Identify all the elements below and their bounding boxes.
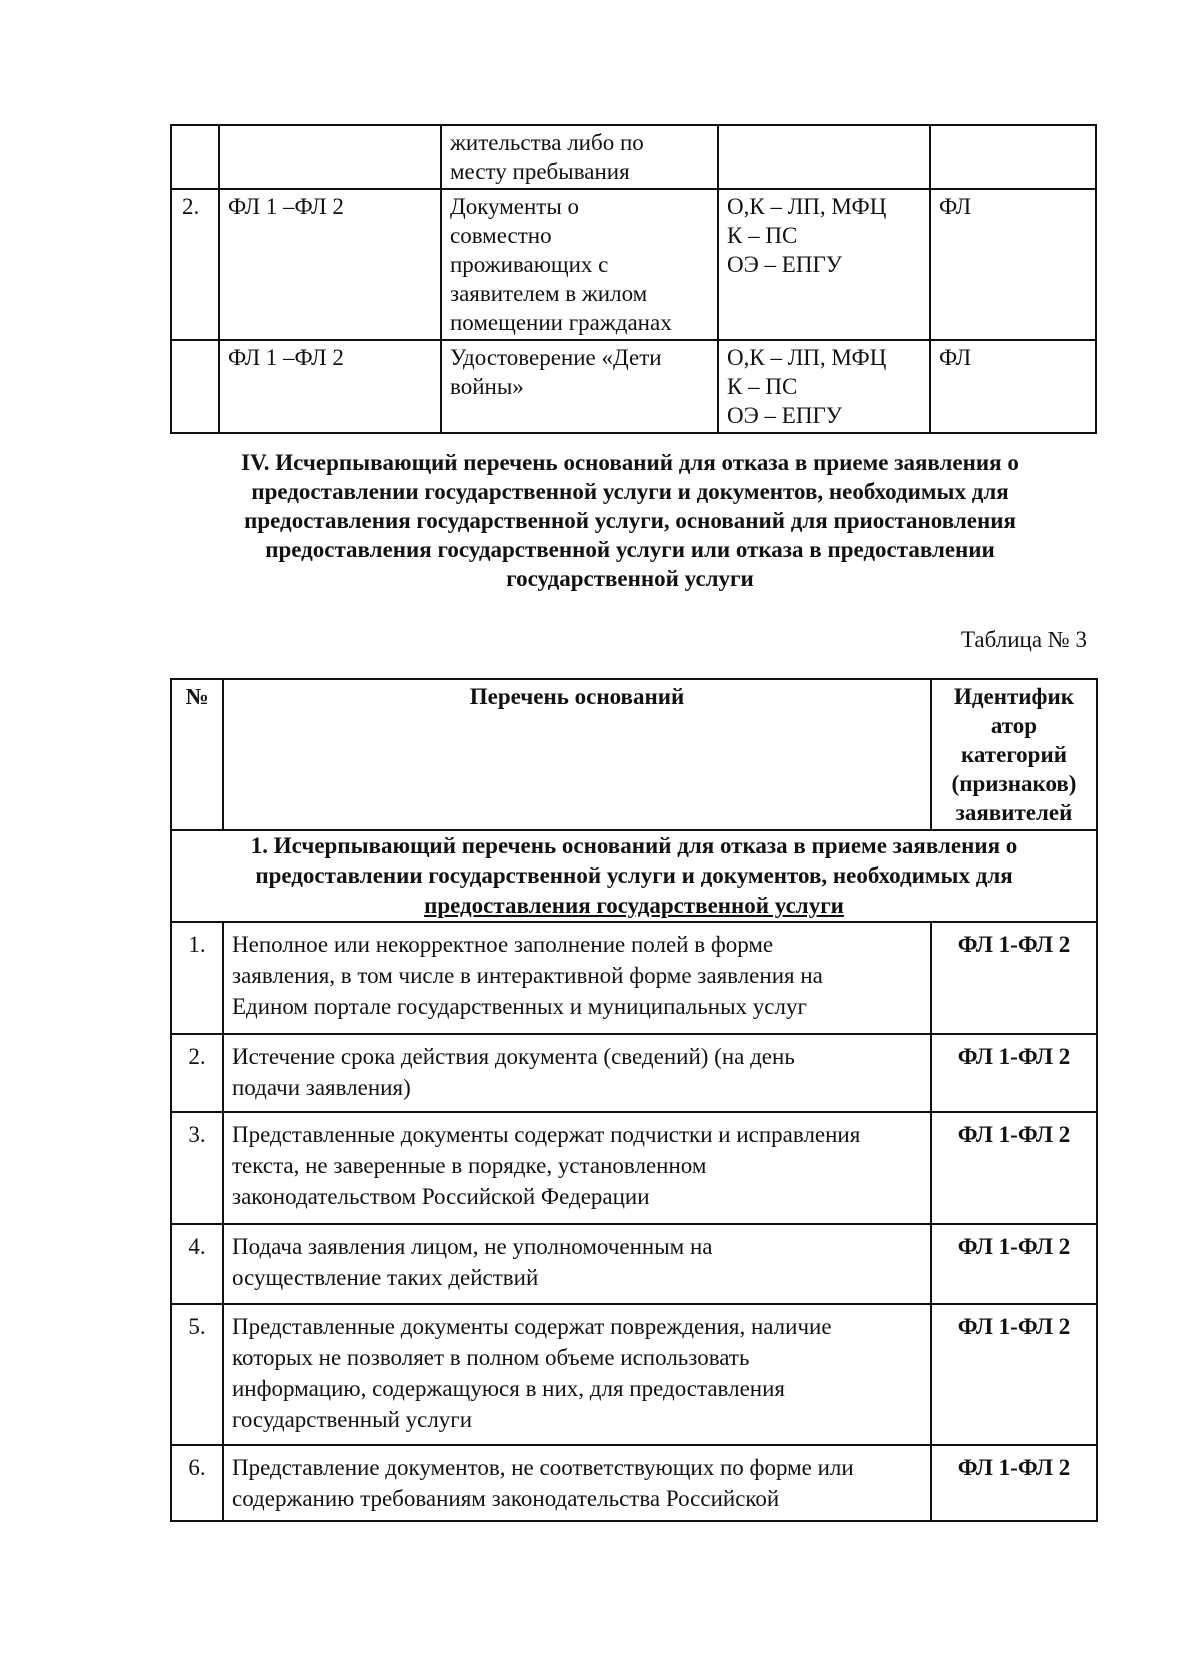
text-line: заявления, в том числе в интерактивной форме заявления на: [232, 963, 823, 988]
table-row: [171, 1112, 1097, 1224]
text-line: совместно: [450, 223, 552, 248]
text-line: информацию, содержащуюся в них, для предоставления: [232, 1376, 785, 1401]
text-line: предоставлении государственной услуги и документов, необходимых для: [255, 863, 1013, 888]
row-number: 3.: [171, 1112, 223, 1224]
reason-text: [223, 1112, 931, 1224]
text-line: атор: [990, 713, 1038, 738]
heading-line: предоставлении государственной услуги и документов, необходимых для: [251, 479, 1009, 504]
row-number: 2.: [171, 189, 219, 340]
applicant-identifier: ФЛ 1-ФЛ 2: [931, 922, 1097, 1034]
table-row: [171, 125, 1096, 189]
table-row: [171, 1034, 1097, 1112]
text-line: Представление документов, не соответствующих по форме или: [232, 1455, 854, 1480]
table-row: [171, 1304, 1097, 1445]
reason-text: [223, 1445, 931, 1521]
applicant-category: ФЛ: [930, 189, 1096, 340]
applicant-identifier: ФЛ 1-ФЛ 2: [931, 1112, 1097, 1224]
text-line: которых не позволяет в полном объеме использовать: [232, 1345, 750, 1370]
applicant-code: ФЛ 1 –ФЛ 2: [219, 189, 441, 340]
section-title: [171, 830, 1097, 922]
text-line: помещении гражданах: [450, 310, 672, 335]
text-line: осуществление таких действий: [232, 1265, 539, 1290]
header-identifier: [931, 679, 1097, 830]
table-header-row: [171, 679, 1097, 830]
row-number: [171, 340, 219, 433]
text-line: государственный услуги: [232, 1407, 473, 1432]
text-line: Представленные документы содержат подчистки и исправления: [232, 1122, 861, 1147]
applicant-code: ФЛ 1 –ФЛ 2: [219, 340, 441, 433]
text-line: Идентифик: [954, 684, 1074, 709]
text-line: Подача заявления лицом, не уполномоченным на: [232, 1234, 713, 1259]
text-line: Истечение срока действия документа (сведений) (на день: [232, 1044, 795, 1069]
text-line: законодательством Российской Федерации: [232, 1184, 650, 1209]
text-line: Едином портале государственных и муниципальных услуг: [232, 994, 807, 1019]
applicant-identifier: ФЛ 1-ФЛ 2: [931, 1034, 1097, 1112]
text-line: заявителей: [955, 800, 1073, 825]
applicant-identifier: ФЛ 1-ФЛ 2: [931, 1304, 1097, 1445]
submission-method: [718, 340, 930, 433]
applicant-code: [219, 125, 441, 189]
text-line: проживающих с: [450, 252, 609, 277]
reason-text: [223, 1034, 931, 1112]
text-line: войны»: [450, 374, 524, 399]
document-name: [441, 189, 718, 340]
reason-text: [223, 1304, 931, 1445]
table-row: [171, 1445, 1097, 1521]
reason-text: [223, 1224, 931, 1304]
section-heading: [170, 448, 1090, 593]
applicant-category: [930, 125, 1096, 189]
applicant-identifier: ФЛ 1-ФЛ 2: [931, 1445, 1097, 1521]
row-number: 1.: [171, 922, 223, 1034]
text-line: категорий: [961, 742, 1067, 767]
text-line: Удостоверение «Дети: [450, 345, 662, 370]
submission-method: [718, 125, 930, 189]
heading-line: предоставления государственной услуги или отказа в предоставлении: [265, 537, 995, 562]
text-line: К – ПС: [727, 374, 798, 399]
row-number: 5.: [171, 1304, 223, 1445]
text-line: Представленные документы содержат повреждения, наличие: [232, 1314, 832, 1339]
table-row: [171, 340, 1096, 433]
table-row: [171, 189, 1096, 340]
header-number: №: [171, 679, 223, 830]
text-line: ОЭ – ЕПГУ: [727, 403, 843, 428]
table-row: [171, 922, 1097, 1034]
heading-line: IV. Исчерпывающий перечень оснований для отказа в приеме заявления о: [241, 450, 1019, 475]
text-line: О,К – ЛП, МФЦ: [727, 194, 887, 219]
document-name: [441, 125, 718, 189]
text-line: К – ПС: [727, 223, 798, 248]
submission-method: [718, 189, 930, 340]
text-line: ОЭ – ЕПГУ: [727, 252, 843, 277]
refusal-grounds-table: [170, 678, 1098, 1522]
applicant-identifier: ФЛ 1-ФЛ 2: [931, 1224, 1097, 1304]
text-line: месту пребывания: [450, 159, 630, 184]
applicant-category: ФЛ: [930, 340, 1096, 433]
document-name: [441, 340, 718, 433]
text-line: содержанию требованиям законодательства Российской: [232, 1486, 780, 1511]
header-reasons: Перечень оснований: [223, 679, 931, 830]
text-line: подачи заявления): [232, 1075, 411, 1100]
heading-line: предоставления государственной услуги, оснований для приостановления: [244, 508, 1016, 533]
text-line: 1. Исчерпывающий перечень оснований для отказа в приеме заявления о: [250, 833, 1018, 858]
text-line: жительства либо по: [450, 130, 644, 155]
row-number: [171, 125, 219, 189]
row-number: 2.: [171, 1034, 223, 1112]
text-line: (признаков): [951, 771, 1077, 796]
text-line: Документы о: [450, 194, 580, 219]
text-line: Неполное или некорректное заполнение полей в форме: [232, 932, 774, 957]
row-number: 4.: [171, 1224, 223, 1304]
text-line: заявителем в жилом: [450, 281, 648, 306]
row-number: 6.: [171, 1445, 223, 1521]
table-row: [171, 1224, 1097, 1304]
previous-documents-table: [170, 124, 1097, 434]
text-line: текста, не заверенные в порядке, установленном: [232, 1153, 707, 1178]
heading-line: государственной услуги: [506, 566, 754, 591]
section-row: [171, 830, 1097, 922]
table-number: Таблица № 3: [960, 627, 1087, 652]
reason-text: [223, 922, 931, 1034]
text-line: О,К – ЛП, МФЦ: [727, 345, 887, 370]
text-line: предоставления государственной услуги: [424, 893, 844, 918]
